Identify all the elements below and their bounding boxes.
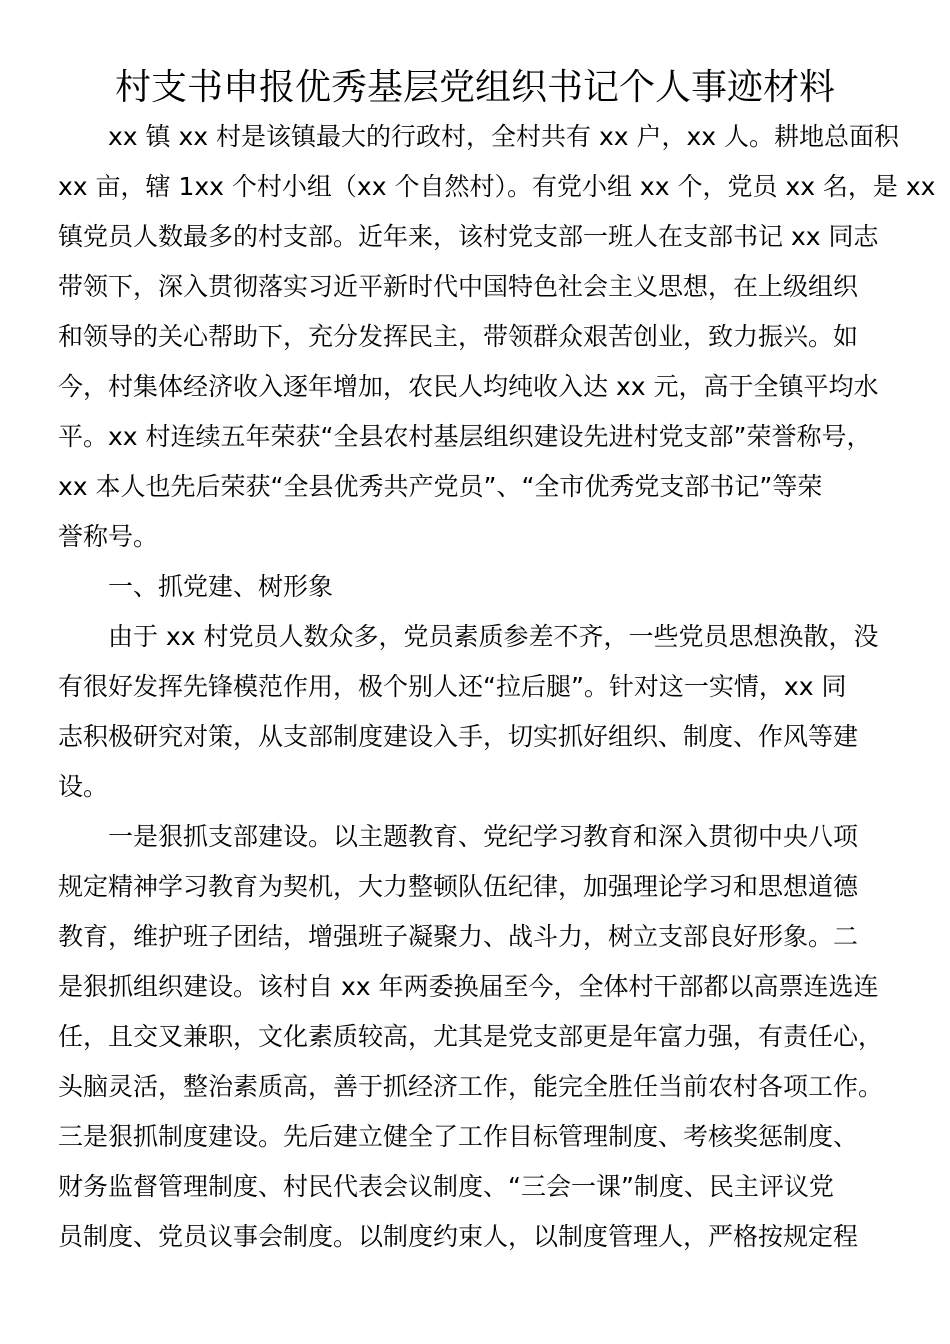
paragraph-line: 带领下，深入贯彻落实习近平新时代中国特色社会主义思想，在上级组织 <box>58 272 859 301</box>
paragraph-line: xx 本人也先后荣获“全县优秀共产党员”、“全市优秀党支部书记”等荣 <box>58 472 823 501</box>
paragraph-line: 誉称号。 <box>58 522 159 551</box>
paragraph-line: 设。 <box>58 772 109 801</box>
paragraph-line: 由于 xx 村党员人数众多，党员素质参差不齐，一些党员思想涣散，没 <box>108 622 879 651</box>
paragraph-line: xx 亩，辖 1xx 个村小组（xx 个自然村）。有党小组 xx 个，党员 xx 名，是 xx <box>58 172 936 201</box>
paragraph-line: 三是狠抓制度建设。先后建立健全了工作目标管理制度、考核奖惩制度、 <box>58 1122 859 1151</box>
paragraph-line: 规定精神学习教育为契机，大力整顿队伍纪律，加强理论学习和思想道德 <box>58 872 859 901</box>
paragraph-line: 志积极研究对策，从支部制度建设入手，切实抓好组织、制度、作风等建 <box>58 722 859 751</box>
paragraph-line: 平。xx 村连续五年荣获“全县农村基层组织建设先进村党支部”荣誉称号， <box>58 422 872 451</box>
paragraph-line: 头脑灵活，整治素质高，善于抓经济工作，能完全胜任当前农村各项工作。 <box>58 1072 884 1101</box>
paragraph-line: 和领导的关心帮助下，充分发挥民主，带领群众艰苦创业，致力振兴。如 <box>58 322 859 351</box>
paragraph-line: 是狠抓组织建设。该村自 xx 年两委换届至今，全体村干部都以高票连选连 <box>58 972 879 1001</box>
document-title: 村支书申报优秀基层党组织书记个人事迹材料 <box>114 67 835 108</box>
paragraph-line: 员制度、党员议事会制度。以制度约束人，以制度管理人，严格按规定程 <box>58 1222 859 1251</box>
paragraph-line: 镇党员人数最多的村支部。近年来，该村党支部一班人在支部书记 xx 同志 <box>58 222 879 251</box>
paragraph-line: 一是狠抓支部建设。以主题教育、党纪学习教育和深入贯彻中央八项 <box>108 822 859 851</box>
paragraph-line: 有很好发挥先锋模范作用，极个别人还“拉后腿”。针对这一实情，xx 同 <box>58 672 847 701</box>
section-heading: 一、抓党建、树形象 <box>108 572 334 601</box>
paragraph-line: 教育，维护班子团结，增强班子凝聚力、战斗力，树立支部良好形象。二 <box>58 922 859 951</box>
paragraph-line: 任，且交叉兼职，文化素质较高，尤其是党支部更是年富力强，有责任心， <box>58 1022 884 1051</box>
paragraph-line: xx 镇 xx 村是该镇最大的行政村，全村共有 xx 户，xx 人。耕地总面积 <box>108 122 900 151</box>
paragraph-line: 今，村集体经济收入逐年增加，农民人均纯收入达 xx 元，高于全镇平均水 <box>58 372 879 401</box>
paragraph-line: 财务监督管理制度、村民代表会议制度、“三会一课”制度、民主评议党 <box>58 1172 834 1201</box>
